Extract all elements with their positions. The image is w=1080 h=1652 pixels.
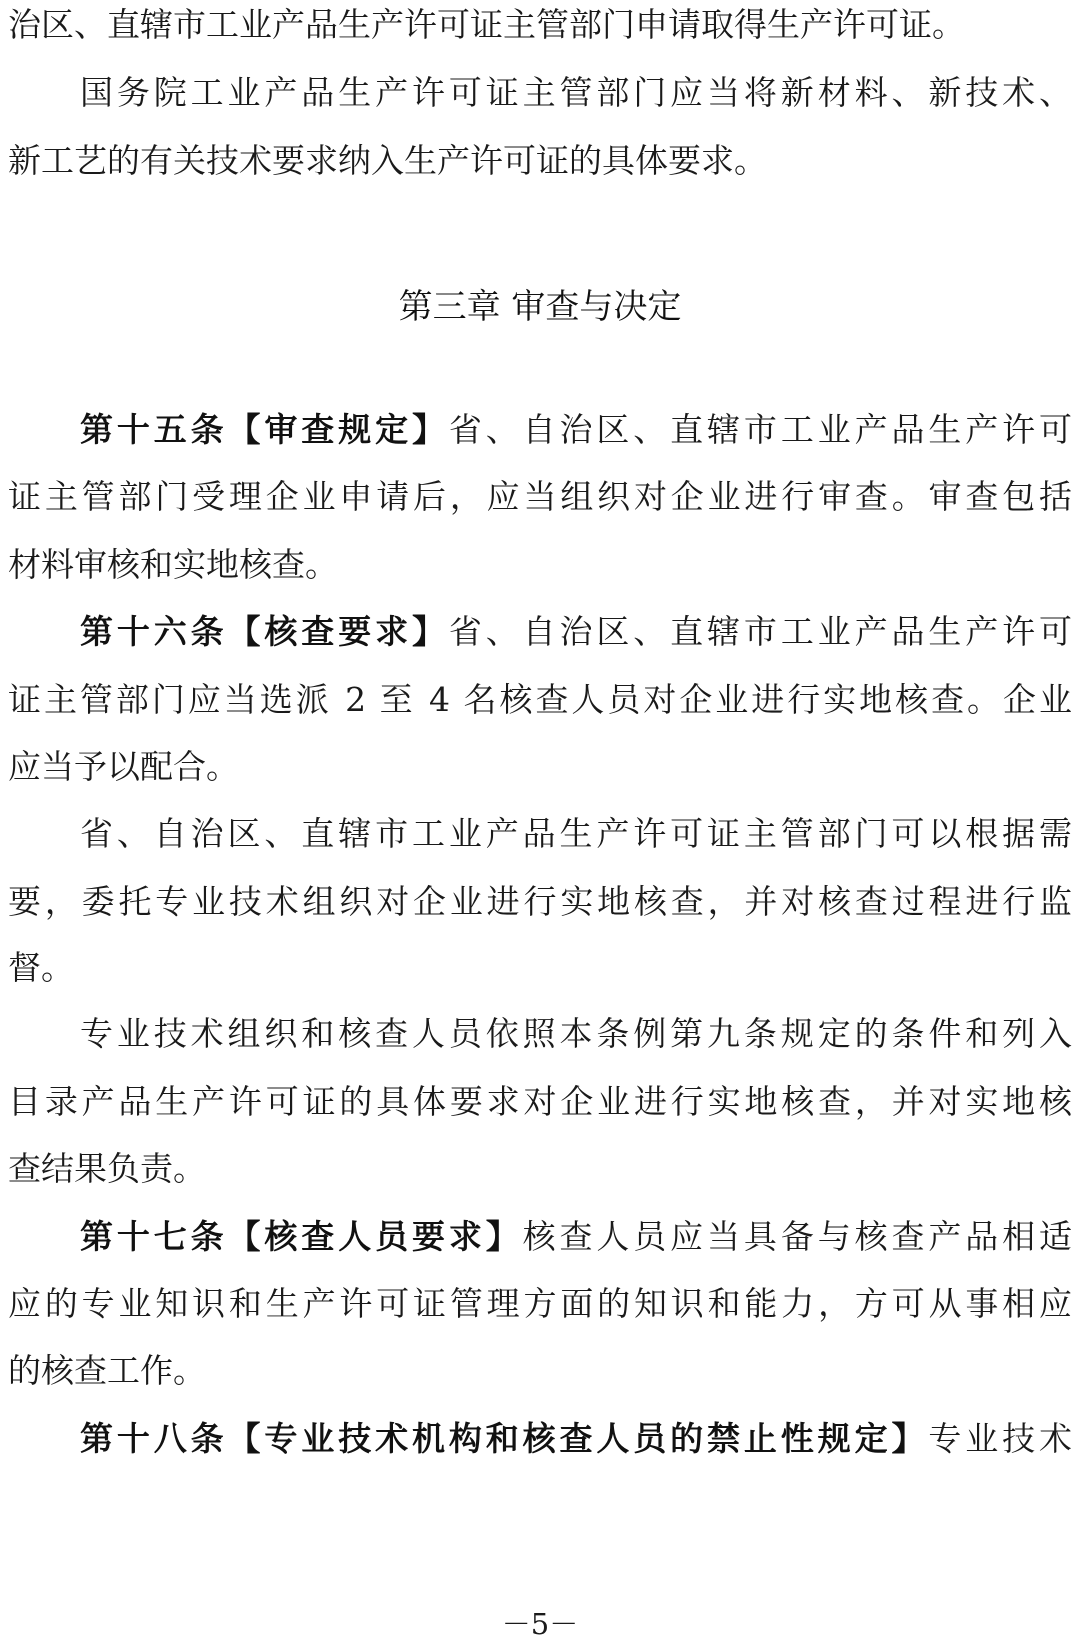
paragraph-line: 目录产品生产许可证的具体要求对企业进行实地核查，并对实地核 [8,1082,1072,1121]
paragraph-line: 治区、直辖市工业产品生产许可证主管部门申请取得生产许可证。 [8,5,965,44]
paragraph-line: 的核查工作。 [8,1351,206,1390]
article-heading: 第十八条【专业技术机构和核查人员的禁止性规定】 [80,1419,929,1458]
paragraph-line: 专业技术组织和核查人员依照本条例第九条规定的条件和列入 [80,1014,1072,1053]
page-number: －5－ [501,1607,579,1641]
paragraph-line: 省、自治区、直辖市工业产品生产许可证主管部门可以根据需 [80,814,1072,853]
article-heading: 第十五条【审查规定】 [80,410,449,449]
article-text: 核查人员应当具备与核查产品相适 [522,1217,1072,1256]
article-18-first-line [80,1417,1072,1461]
paragraph-line: 查结果负责。 [8,1149,206,1188]
paragraph-line: 证主管部门受理企业申请后，应当组织对企业进行审查。审查包括 [8,477,1072,516]
article-heading: 第十七条【核查人员要求】 [80,1217,523,1256]
article-text: 省、自治区、直辖市工业产品生产许可 [448,410,1072,449]
article-17-first-line [80,1215,1072,1259]
paragraph-line: 国务院工业产品生产许可证主管部门应当将新材料、新技术、 [80,73,1072,112]
paragraph-line: 应当予以配合。 [8,747,239,786]
paragraph-line: 督。 [8,948,74,987]
article-heading: 第十六条【核查要求】 [80,612,449,651]
article-text: 省、自治区、直辖市工业产品生产许可 [448,612,1072,651]
article-text: 专业技术 [928,1419,1072,1458]
article-16-first-line [80,610,1072,654]
chapter-title: 第三章 审查与决定 [398,287,682,327]
article-15-first-line [80,408,1072,452]
paragraph-line: 要，委托专业技术组织对企业进行实地核查，并对核查过程进行监 [8,882,1072,921]
paragraph-line: 材料审核和实地核查。 [8,545,338,584]
paragraph-line: 应的专业知识和生产许可证管理方面的知识和能力，方可从事相应 [8,1284,1072,1323]
paragraph-line: 新工艺的有关技术要求纳入生产许可证的具体要求。 [8,141,767,180]
paragraph-line: 证主管部门应当选派 2 至 4 名核查人员对企业进行实地核查。企业 [8,680,1072,719]
